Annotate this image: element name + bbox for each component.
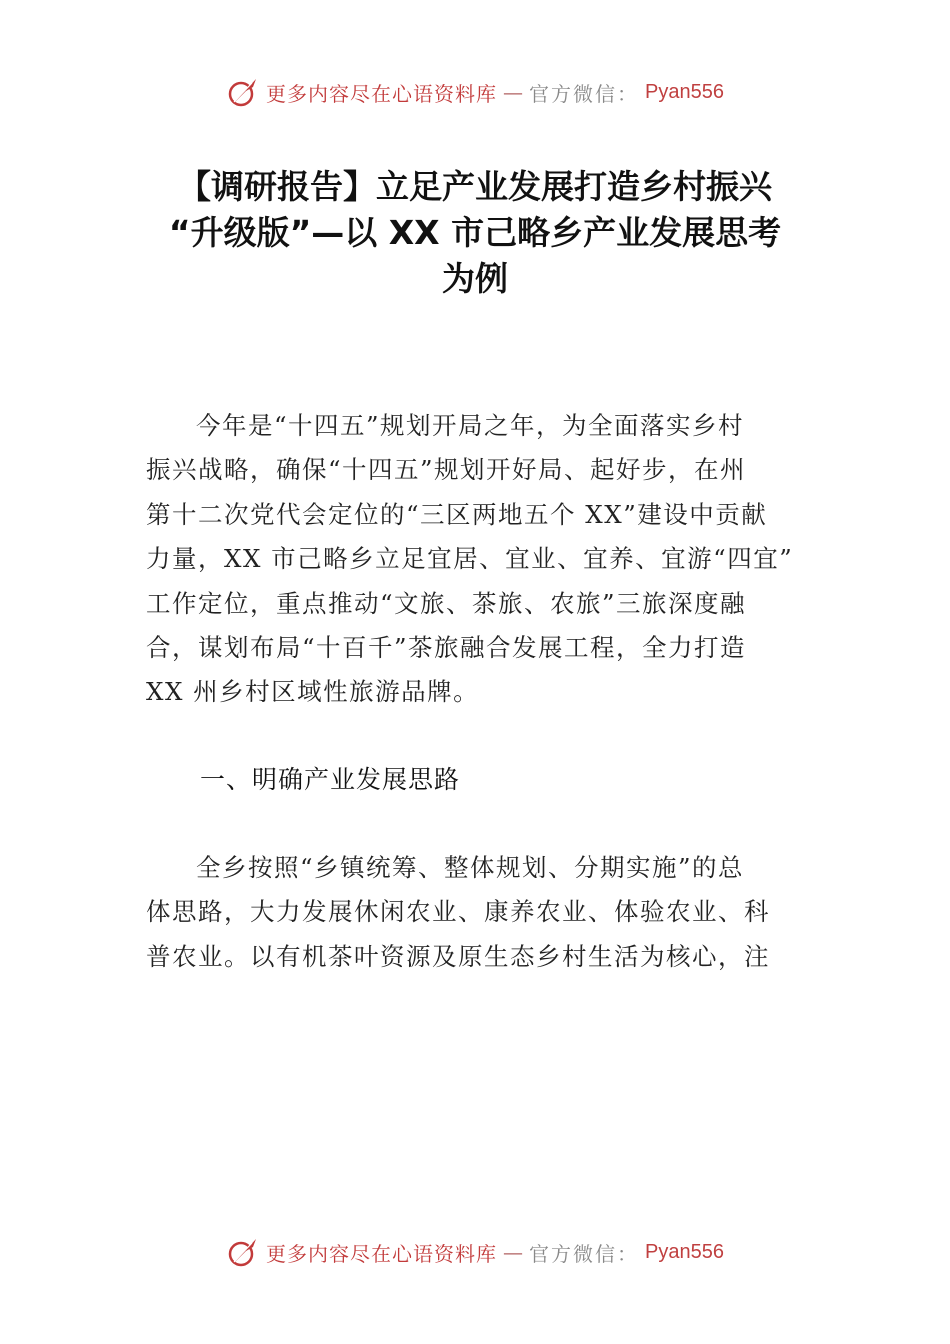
paragraph-line: 合，谋划布局“十百千”茶旅融合发展工程，全力打造	[146, 632, 747, 662]
document-title	[0, 164, 950, 302]
banner-wechat-label: 官方微信：	[529, 1241, 640, 1266]
quill-pen-icon	[226, 1235, 260, 1269]
banner-wechat-id: Pyan556	[645, 1240, 724, 1263]
banner-brand-text: 更多内容尽在心语资料库	[266, 81, 498, 106]
section-heading: 一、明确产业发展思路	[200, 765, 461, 794]
banner-wechat-id: Pyan556	[645, 80, 724, 103]
banner-brand-text: 更多内容尽在心语资料库	[266, 1241, 498, 1266]
body-paragraph	[146, 846, 806, 979]
header-banner	[0, 72, 950, 112]
paragraph-line: XX 州乡村区域性旅游品牌。	[146, 677, 480, 707]
paragraph-line: 振兴战略，确保“十四五”规划开好局、起好步，在州	[146, 455, 747, 485]
paragraph-line: 体思路，大力发展休闲农业、康养农业、体验农业、科	[146, 897, 770, 927]
intro-paragraph	[146, 404, 806, 715]
title-line: 【调研报告】立足产业发展打造乡村振兴	[178, 167, 772, 206]
quill-pen-icon	[226, 75, 260, 109]
paragraph-line: 第十二次党代会定位的“三区两地五个 XX”建设中贡献	[146, 499, 768, 529]
paragraph-line: 普农业。以有机茶叶资源及原生态乡村生活为核心，注	[146, 941, 770, 971]
paragraph-line: 工作定位，重点推动“文旅、茶旅、农旅”三旅深度融	[146, 588, 747, 618]
title-line: 为例	[442, 259, 508, 298]
paragraph-line: 全乡按照“乡镇统筹、整体规划、分期实施”的总	[196, 853, 745, 882]
banner-wechat-label: 官方微信：	[529, 81, 640, 106]
paragraph-line: 今年是“十四五”规划开局之年，为全面落实乡村	[196, 411, 745, 440]
title-line: “升级版”—以 XX 市己略乡产业发展思考	[168, 213, 782, 252]
banner-dash: —	[503, 1240, 524, 1264]
banner-dash: —	[503, 80, 524, 104]
footer-banner	[0, 1232, 950, 1272]
paragraph-line: 力量，XX 市己略乡立足宜居、宜业、宜养、宜游“四宜”	[146, 544, 794, 574]
